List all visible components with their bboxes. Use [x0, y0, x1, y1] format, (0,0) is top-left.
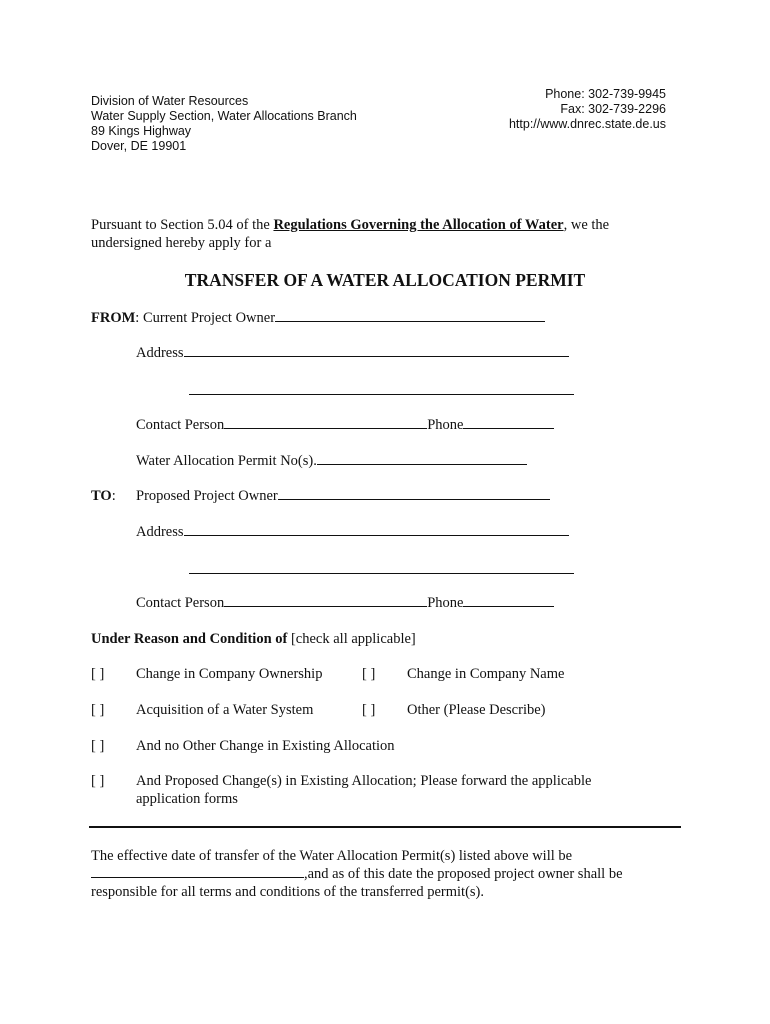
option-proposed-change-label: [136, 772, 656, 808]
option-proposed-change-line-2: application forms: [136, 791, 238, 807]
from-owner-field[interactable]: [275, 309, 545, 322]
address-line-section: Water Supply Section, Water Allocations Branch: [91, 109, 357, 123]
checkbox-ownership[interactable]: [ ]: [91, 666, 105, 682]
to-owner-row: [136, 487, 550, 505]
to-owner-field[interactable]: [278, 487, 550, 500]
office-contact: [509, 87, 666, 132]
contact-website: http://www.dnrec.state.de.us: [508, 117, 666, 131]
from-contact-field[interactable]: [224, 416, 427, 429]
effective-line-2: ,and as of this date the proposed project owner shall be: [304, 866, 623, 882]
to-phone-label: Phone: [427, 595, 464, 611]
effective-date-field[interactable]: [91, 865, 304, 878]
effective-paragraph: [91, 847, 671, 901]
from-address-row: [136, 344, 569, 362]
to-address-field[interactable]: [184, 523, 569, 536]
from-address-field[interactable]: [184, 344, 569, 357]
option-name-label: Change in Company Name: [407, 666, 565, 682]
option-other-label: Other (Please Describe): [407, 702, 546, 718]
from-owner-row: [91, 309, 545, 327]
option-ownership-label: Change in Company Ownership: [136, 666, 323, 682]
address-line-city: Dover, DE 19901: [91, 139, 187, 153]
reason-hint: [check all applicable]: [287, 631, 416, 647]
section-divider: [89, 826, 681, 828]
from-permit-row: [136, 452, 527, 470]
checkbox-proposed-change[interactable]: [ ]: [91, 773, 105, 789]
contact-phone: Phone: 302-739-9945: [545, 87, 666, 101]
from-phone-label: Phone: [427, 417, 464, 433]
to-address-label: Address: [136, 524, 184, 540]
from-contact-row: [136, 416, 554, 434]
office-address: [91, 94, 357, 154]
checkbox-no-change[interactable]: [ ]: [91, 738, 105, 754]
to-contact-field[interactable]: [224, 594, 427, 607]
from-phone-field[interactable]: [463, 416, 554, 429]
option-no-change-label: And no Other Change in Existing Allocation: [136, 738, 395, 754]
to-phone-field[interactable]: [463, 594, 554, 607]
from-permit-field[interactable]: [317, 452, 527, 465]
option-proposed-change-line-1: And Proposed Change(s) in Existing Allocation; Please forward the applicable: [136, 773, 592, 789]
intro-paragraph: [91, 216, 651, 252]
checkbox-name[interactable]: [ ]: [362, 666, 376, 682]
to-colon: :: [111, 488, 116, 504]
effective-line-3: responsible for all terms and conditions of the transferred permit(s).: [91, 884, 484, 900]
intro-suffix: , we the: [563, 217, 610, 233]
option-acquisition-label: Acquisition of a Water System: [136, 702, 314, 718]
from-permit-label: Water Allocation Permit No(s).: [136, 453, 317, 469]
address-line-street: 89 Kings Highway: [91, 124, 192, 138]
to-label: TO: [91, 488, 112, 504]
to-contact-label: Contact Person: [136, 595, 225, 611]
checkbox-acquisition[interactable]: [ ]: [91, 702, 105, 718]
form-title: TRANSFER OF A WATER ALLOCATION PERMIT: [184, 270, 586, 290]
effective-line-1: The effective date of transfer of the Water Allocation Permit(s) listed above will be: [91, 848, 573, 864]
intro-prefix: Pursuant to Section 5.04 of the: [91, 217, 274, 233]
from-label: FROM: [91, 310, 136, 326]
address-line-division: Division of Water Resources: [91, 94, 249, 108]
from-owner-label: : Current Project Owner: [135, 310, 276, 326]
to-owner-label: Proposed Project Owner: [136, 488, 278, 504]
regulation-title: Regulations Governing the Allocation of Water: [273, 217, 564, 233]
effective-line-2-wrap: [91, 865, 671, 883]
from-address-field-2[interactable]: [189, 394, 574, 395]
to-address-row: [136, 523, 569, 541]
reason-heading: Under Reason and Condition of: [91, 631, 288, 647]
checkbox-other[interactable]: [ ]: [362, 702, 376, 718]
from-address-label: Address: [136, 345, 184, 361]
reason-heading-row: [91, 630, 416, 648]
to-label-wrap: [91, 487, 116, 505]
contact-fax: Fax: 302-739-2296: [560, 102, 666, 116]
to-address-field-2[interactable]: [189, 573, 574, 574]
to-contact-row: [136, 594, 554, 612]
intro-line-2: undersigned hereby apply for a: [91, 235, 272, 251]
from-contact-label: Contact Person: [136, 417, 225, 433]
